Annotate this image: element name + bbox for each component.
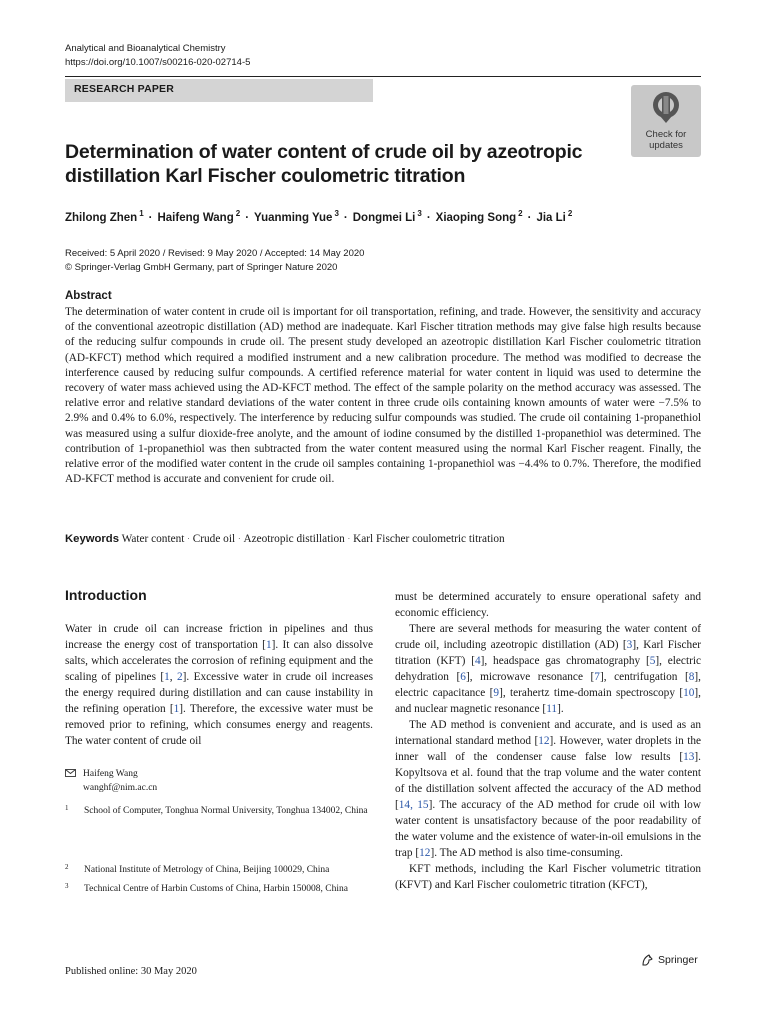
introduction-heading: Introduction: [65, 587, 147, 603]
text-run: ]. However, water droplets in the inner wall of the condenser cause false low results [: [395, 735, 701, 763]
author-affiliation-mark: 3: [334, 209, 339, 218]
author-separator: ·: [527, 211, 532, 224]
citation-link[interactable]: 7: [594, 671, 600, 683]
citation-link[interactable]: 10: [683, 687, 695, 699]
author-separator: ·: [426, 211, 431, 224]
check-for-updates-badge[interactable]: [631, 85, 701, 157]
author-affiliation-mark: 2: [567, 209, 573, 218]
author-name[interactable]: Xiaoping Song: [435, 211, 517, 224]
text-run: The AD method is convenient and accurate, and is used as an international standard method [: [395, 719, 701, 747]
text-run: ], terahertz time-domain spectroscopy [: [499, 687, 684, 699]
text-run: ], and nuclear magnetic resonance [: [395, 687, 701, 715]
citation-link[interactable]: 6: [460, 671, 466, 683]
published-online: Published online: 30 May 2020: [65, 966, 197, 977]
affiliation-3: [65, 883, 375, 913]
text-run: ]. It can also dissolve salts, which accelerates the corrosion of refining equipment and the scaling of pipelines [: [65, 639, 373, 683]
springer-horse-icon: [640, 953, 654, 967]
author-separator: ·: [343, 211, 348, 224]
citation-link[interactable]: 1: [173, 703, 180, 715]
journal-name: Analytical and Bioanalytical Chemistry: [65, 43, 226, 54]
text-run: must be determined accurately to ensure operational safety and economic efficiency.: [395, 591, 701, 619]
header-rule: [65, 76, 701, 77]
body-paragraph: [395, 621, 701, 717]
journal-header: [65, 42, 250, 70]
text-run: ]. Therefore, the excessive water must be removed prior to refining, which consumes energy and reagents. The water content of crude oil: [65, 703, 373, 747]
citation-link[interactable]: 9: [493, 687, 500, 699]
affiliation-text: National Institute of Metrology of China, Beijing 100029, China: [84, 865, 330, 875]
affiliation-1: [65, 805, 375, 835]
article-dates: [65, 247, 364, 275]
correspondence-name: Haifeng Wang: [83, 769, 138, 779]
citation-link[interactable]: 14, 15: [398, 799, 429, 811]
citation-link[interactable]: 4: [475, 655, 481, 667]
citation-link[interactable]: 12: [538, 735, 550, 747]
crossmark-icon: [651, 90, 681, 126]
publisher-name: Springer: [658, 954, 698, 966]
text-run: ], headspace gas chromatography [: [480, 655, 650, 667]
check-label-line1: Check for: [645, 129, 687, 140]
author-list: [65, 207, 705, 225]
citation-link[interactable]: 1: [164, 671, 170, 683]
citation-link[interactable]: 3: [626, 639, 633, 651]
keywords-label: Keywords: [65, 533, 119, 545]
journal-doi[interactable]: https://doi.org/10.1007/s00216-020-02714-5: [65, 57, 251, 68]
affiliation-number: 2: [65, 863, 69, 871]
affiliation-number: 3: [65, 882, 69, 890]
affiliation-text: Technical Centre of Harbin Customs of China, Harbin 150008, China: [84, 884, 348, 894]
citation-link[interactable]: 12: [419, 847, 431, 859]
citation-link[interactable]: 13: [683, 751, 695, 763]
author-affiliation-mark: 2: [518, 209, 523, 218]
keyword-item: Water content: [121, 533, 185, 545]
abstract-text: The determination of water content in crude oil is important for oil transportation, refining, and trade. However, the sensitivity and accuracy of the conventional azeotropic distillation (AD) method are inadequate. Karl Fischer titration methods may give false high results because of the reducing sulfur compounds in crude oil. The present study developed an azeotropic distillation Karl Fischer coulometric titration (AD-KFCT) method which required a modified instrument and a new calibration procedure. The method was modified to decrease the interference caused by reducing sulfur compounds. A certified reference material for water content in liquid was used to determine the recovery of water mass achieved using the AD-KFCT method. The effect of the sample polarity on the method accuracy was assessed. The relative error and relative standard deviations of the water content in three crude oils containing known amounts of water were −7.5% to 2.9% and 0.4% to 6.0%, respectively. The interference by reducing sulfur compounds was studied. The crude oil containing 1-propanethiol was measured using a sulfur dioxide-free anolyte, and the amount of iodine consumed by the distilled 1-propanethiol was determined. The contribution of 1-propanethiol was then subtracted from the water content measured using the normal Karl Fischer reagent. Finally, the relative error of the modified water content in the crude oil samples containing 1-propanethiol was −4.4% to 0.7%. Therefore, the modified AD-KFCT method is accurate and convenient for crude oil.: [65, 306, 701, 486]
body-paragraph: [395, 717, 701, 861]
introduction-right-column: [395, 589, 701, 893]
article-title: Determination of water content of crude oil by azeotropic distillation Karl Fischer coulometric titration: [65, 141, 583, 187]
keyword-item: Azeotropic distillation: [243, 533, 345, 545]
envelope-icon: [65, 769, 76, 777]
citation-link[interactable]: 11: [546, 703, 558, 715]
author-name[interactable]: Dongmei Li: [352, 211, 416, 224]
text-run: There are several methods for measuring the water content of crude oil, including azeotropic distillation (AD) [: [395, 623, 701, 651]
abstract-heading: Abstract: [65, 290, 112, 302]
correspondence-email[interactable]: wanghf@nim.ac.cn: [83, 783, 158, 793]
text-run: ], centrifugation [: [599, 671, 689, 683]
keyword-item: Karl Fischer coulometric titration: [353, 533, 505, 545]
copyright-line: [65, 261, 364, 275]
citation-link[interactable]: 1: [265, 639, 272, 651]
citation-link[interactable]: 8: [688, 671, 695, 683]
text-run: ]. Kopyltsova et al. found that the trap volume and the water content of the distillation solvent affected the accuracy of the AD method [: [395, 751, 701, 811]
affiliation-text: School of Computer, Tonghua Normal University, Tonghua 134002, China: [84, 806, 368, 816]
keyword-item: Crude oil: [192, 533, 236, 545]
author-affiliation-mark: 2: [235, 209, 241, 218]
text-run: KFT methods, including the Karl Fischer volumetric titration (KFVT) and Karl Fischer coulometric titration (KFCT),: [395, 863, 701, 891]
body-paragraph: [65, 621, 373, 749]
author-name[interactable]: Yuanming Yue: [254, 211, 333, 224]
text-run: ], electric dehydration [: [395, 655, 701, 683]
citation-link[interactable]: 2: [176, 671, 183, 683]
keyword-separator: ·: [347, 535, 351, 544]
keywords: [65, 532, 705, 546]
copyright-symbol: ©: [65, 262, 72, 273]
history-dates: Received: 5 April 2020 / Revised: 9 May 2020 / Accepted: 14 May 2020: [65, 248, 365, 259]
article-type-label: RESEARCH PAPER: [74, 83, 175, 95]
affiliation-2: [65, 864, 375, 880]
author-affiliation-mark: 3: [417, 209, 422, 218]
affiliation-number: 1: [65, 804, 69, 812]
text-run: ].: [557, 703, 564, 715]
publisher-logo: [640, 953, 698, 967]
author-separator: ·: [148, 211, 153, 224]
author-affiliation-mark: 1: [139, 209, 144, 218]
text-run: ,: [169, 671, 177, 683]
keyword-separator: ·: [238, 535, 241, 544]
author-name[interactable]: Zhilong Zhen: [65, 211, 138, 224]
text-run: ]. Excessive water in crude oil increases the energy required during distillation and can cause instability in the refining operation [: [65, 671, 373, 715]
body-paragraph: [395, 589, 701, 621]
text-run: Water in crude oil can increase friction in pipelines and thus increase the energy cost of transportation [: [65, 623, 373, 651]
author-separator: ·: [245, 211, 250, 224]
body-paragraph: [395, 861, 701, 893]
author-name[interactable]: Jia Li: [536, 211, 566, 224]
citation-link[interactable]: 5: [649, 655, 656, 667]
text-run: ]. The accuracy of the AD method for crude oil with low water content is unsatisfactory because of the poor readability of the water volume and the existence of water-in-oil emulsions in the trap [: [395, 799, 701, 859]
introduction-left-column: [65, 621, 373, 749]
text-run: ]. The AD method is also time-consuming.: [430, 847, 623, 859]
text-run: ], electric capacitance [: [395, 671, 701, 699]
check-label-line2: updates: [649, 140, 683, 151]
text-run: ], microwave resonance [: [465, 671, 595, 683]
copyright-text: Springer-Verlag GmbH Germany, part of Springer Nature 2020: [74, 262, 338, 273]
keyword-separator: ·: [187, 535, 190, 544]
text-run: ], Karl Fischer titration (KFT) [: [395, 639, 701, 667]
author-name[interactable]: Haifeng Wang: [157, 211, 234, 224]
article-type-banner: [65, 79, 373, 102]
